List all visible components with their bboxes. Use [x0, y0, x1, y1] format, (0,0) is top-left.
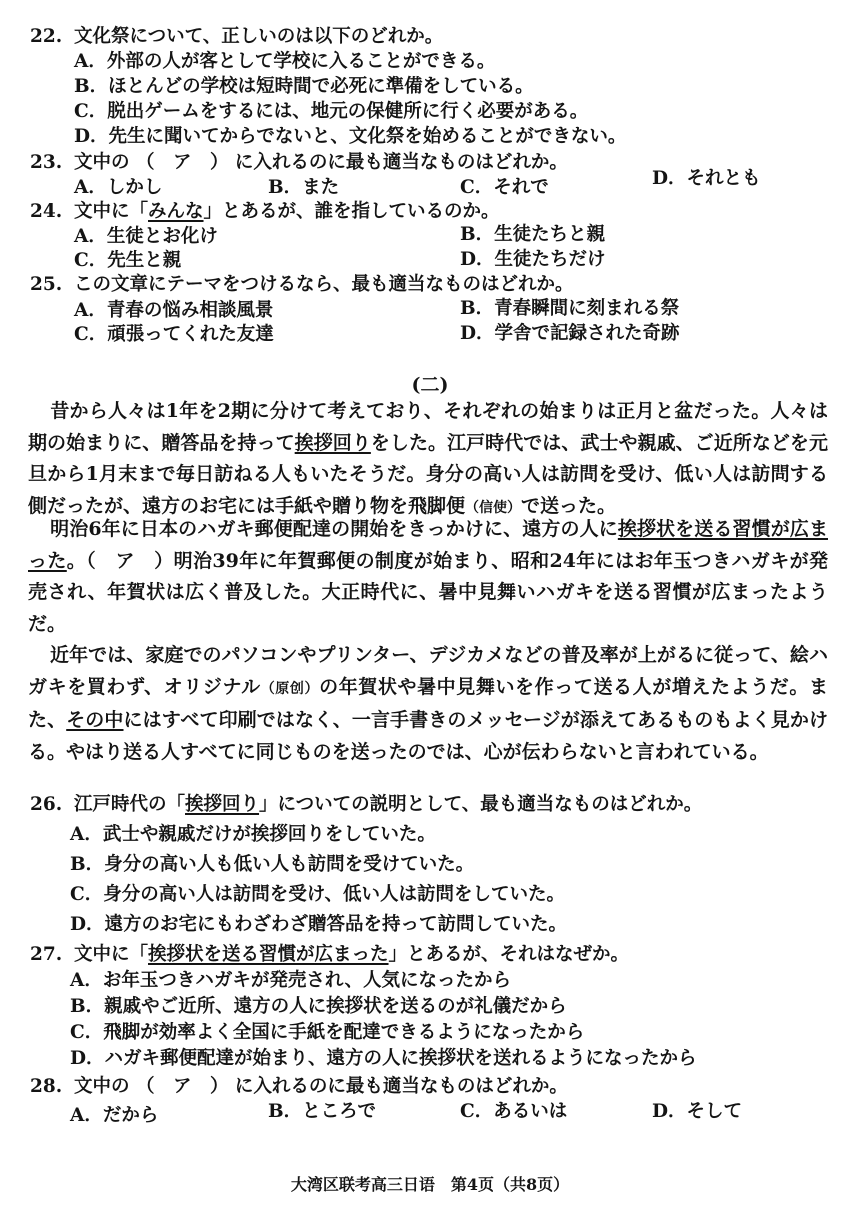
underlined-term: 挨拶状を送る習慣が広まった — [148, 944, 389, 965]
passage-text: 昔から人々は1年を2期に分けて考えており、それぞれの始まりは正月と盆だった。人々は期の始まりに、贈答品を持って — [28, 400, 828, 454]
option-b: B．ところで — [268, 1101, 376, 1122]
option-b: B．また — [268, 177, 340, 198]
question-28 — [30, 1072, 568, 1098]
passage-paragraph-3 — [28, 640, 828, 768]
gloss-note: （信使） — [465, 499, 522, 516]
question-number: 24. — [30, 201, 63, 222]
passage-paragraph-1 — [28, 396, 828, 524]
option-b: B．ほとんどの学校は短時間で必死に準備をしている。 — [74, 76, 534, 97]
option-d: D．先生に聞いてからでないと、文化祭を始めることができない。 — [74, 126, 627, 147]
question-number: 26. — [30, 794, 63, 815]
question-stem-end: 」とあるが、誰を指しているのか。 — [203, 201, 500, 222]
passage-paragraph-2 — [28, 514, 828, 640]
option-a: A．武士や親戚だけが挨拶回りをしていた。 — [70, 824, 436, 845]
option-b: B．青春瞬間に刻まれる祭 — [460, 298, 680, 319]
passage-text: 近年では、家庭でのパソコンやプリンター、デジカメなどの普及率が上がるに従って、絵ハガキを買わず、オリジナル — [28, 644, 828, 698]
underlined-phrase: その中 — [66, 709, 124, 732]
question-stem: 文中の （ ア ） に入れるのに最も適当なものはどれか。 — [74, 152, 568, 173]
option-c: C．飛脚が効率よく全国に手紙を配達できるようになったから — [70, 1022, 585, 1043]
option-a: A．外部の人が客として学校に入ることができる。 — [74, 51, 496, 72]
option-a: A．しかし — [74, 177, 163, 198]
option-d: D．ハガキ郵便配達が始まり、遠方の人に挨拶状を送れるようになったから — [70, 1048, 697, 1069]
question-number: 25. — [30, 274, 63, 295]
underlined-term: みんな — [148, 201, 204, 222]
option-c: C．あるいは — [460, 1101, 568, 1122]
option-b: B．身分の高い人も低い人も訪問を受けていた。 — [70, 854, 475, 875]
question-number: 23. — [30, 152, 63, 173]
question-stem-end: 」とあるが、それはなぜか。 — [388, 944, 630, 965]
option-c: C．脱出ゲームをするには、地元の保健所に行く必要がある。 — [74, 101, 589, 122]
option-d: D．それとも — [652, 168, 761, 189]
page-footer: 大湾区联考高三日语 第4页（共8页） — [290, 1175, 570, 1194]
question-26 — [30, 790, 702, 816]
underlined-term: 挨拶回り — [185, 794, 260, 815]
option-a: A．お年玉つきハガキが発売され、人気になったから — [70, 970, 511, 991]
passage-text: 明治6年に日本のハガキ郵便配達の開始をきっかけに、遠方の人に — [50, 518, 618, 540]
question-stem: 文化祭について、正しいのは以下のどれか。 — [74, 26, 444, 47]
question-23 — [30, 148, 568, 174]
option-d: D．そして — [652, 1101, 743, 1122]
question-stem: 文中の （ ア ） に入れるのに最も適当なものはどれか。 — [74, 1076, 568, 1097]
question-stem: この文章にテーマをつけるなら、最も適当なものはどれか。 — [74, 274, 574, 295]
option-a: A．だから — [70, 1105, 159, 1126]
option-c: C．身分の高い人は訪問を受け、低い人は訪問をしていた。 — [70, 884, 565, 905]
passage-text: の年賀状や暑中見舞いを作って送る人が増えたようだ。また、 — [28, 675, 829, 732]
option-c: C．頑張ってくれた友達 — [74, 324, 274, 345]
option-d: D．生徒たちだけ — [460, 249, 606, 270]
option-a: A．青春の悩み相談風景 — [74, 300, 274, 321]
passage-text: をした。江戸時代では、武士や親戚、ご近所などを元旦から1月末まで毎日訪ねる人もいたそうだ。身分の高い人は訪問を受け、低い人は訪問する側だったが、遠方のお宅には手紙や贈り物を飛脚便 — [28, 431, 828, 517]
question-27 — [30, 940, 629, 966]
gloss-note: （原创） — [260, 680, 320, 697]
option-d: D．遠方のお宅にもわざわざ贈答品を持って訪問していた。 — [70, 914, 568, 935]
question-number: 22. — [30, 26, 63, 47]
section-title: (二) — [411, 374, 449, 396]
option-a: A．生徒とお化け — [74, 226, 218, 247]
passage-text: 。（ ア ）明治39年に年賀郵便の制度が始まり、昭和24年にはお年玉つきハガキが発売され、年賀状は広く普及した。大正時代に、暑中見舞いハガキを送る習慣が広まったようだ。 — [28, 549, 828, 635]
option-d: D．学舎で記録された奇跡 — [460, 323, 680, 344]
passage-text: にはすべて印刷ではなく、一言手書きのメッセージが添えてあるものもよく見かける。やはり送る人すべてに同じものを送ったのでは、心が伝わらないと言われている。 — [28, 709, 828, 763]
question-stem-end: 」についての説明として、最も適当なものはどれか。 — [259, 794, 703, 815]
question-number: 28. — [30, 1076, 63, 1097]
underlined-phrase: 挨拶回り — [294, 431, 371, 454]
question-stem: 文中に「 — [74, 944, 149, 965]
question-number: 27. — [30, 944, 63, 965]
question-24 — [30, 197, 500, 223]
option-c: C．それで — [460, 177, 549, 198]
passage-text: で送った。 — [521, 494, 617, 517]
underlined-phrase: 挨拶状を送る習慣が広まった — [28, 518, 828, 572]
question-stem: 文中に「 — [74, 201, 149, 222]
option-b: B．生徒たちと親 — [460, 224, 606, 245]
option-c: C．先生と親 — [74, 250, 182, 271]
question-stem: 江戸時代の「 — [74, 794, 186, 815]
question-25 — [30, 270, 574, 296]
option-b: B．親戚やご近所、遠方の人に挨拶状を送るのが礼儀だから — [70, 996, 567, 1017]
question-22 — [30, 22, 443, 48]
